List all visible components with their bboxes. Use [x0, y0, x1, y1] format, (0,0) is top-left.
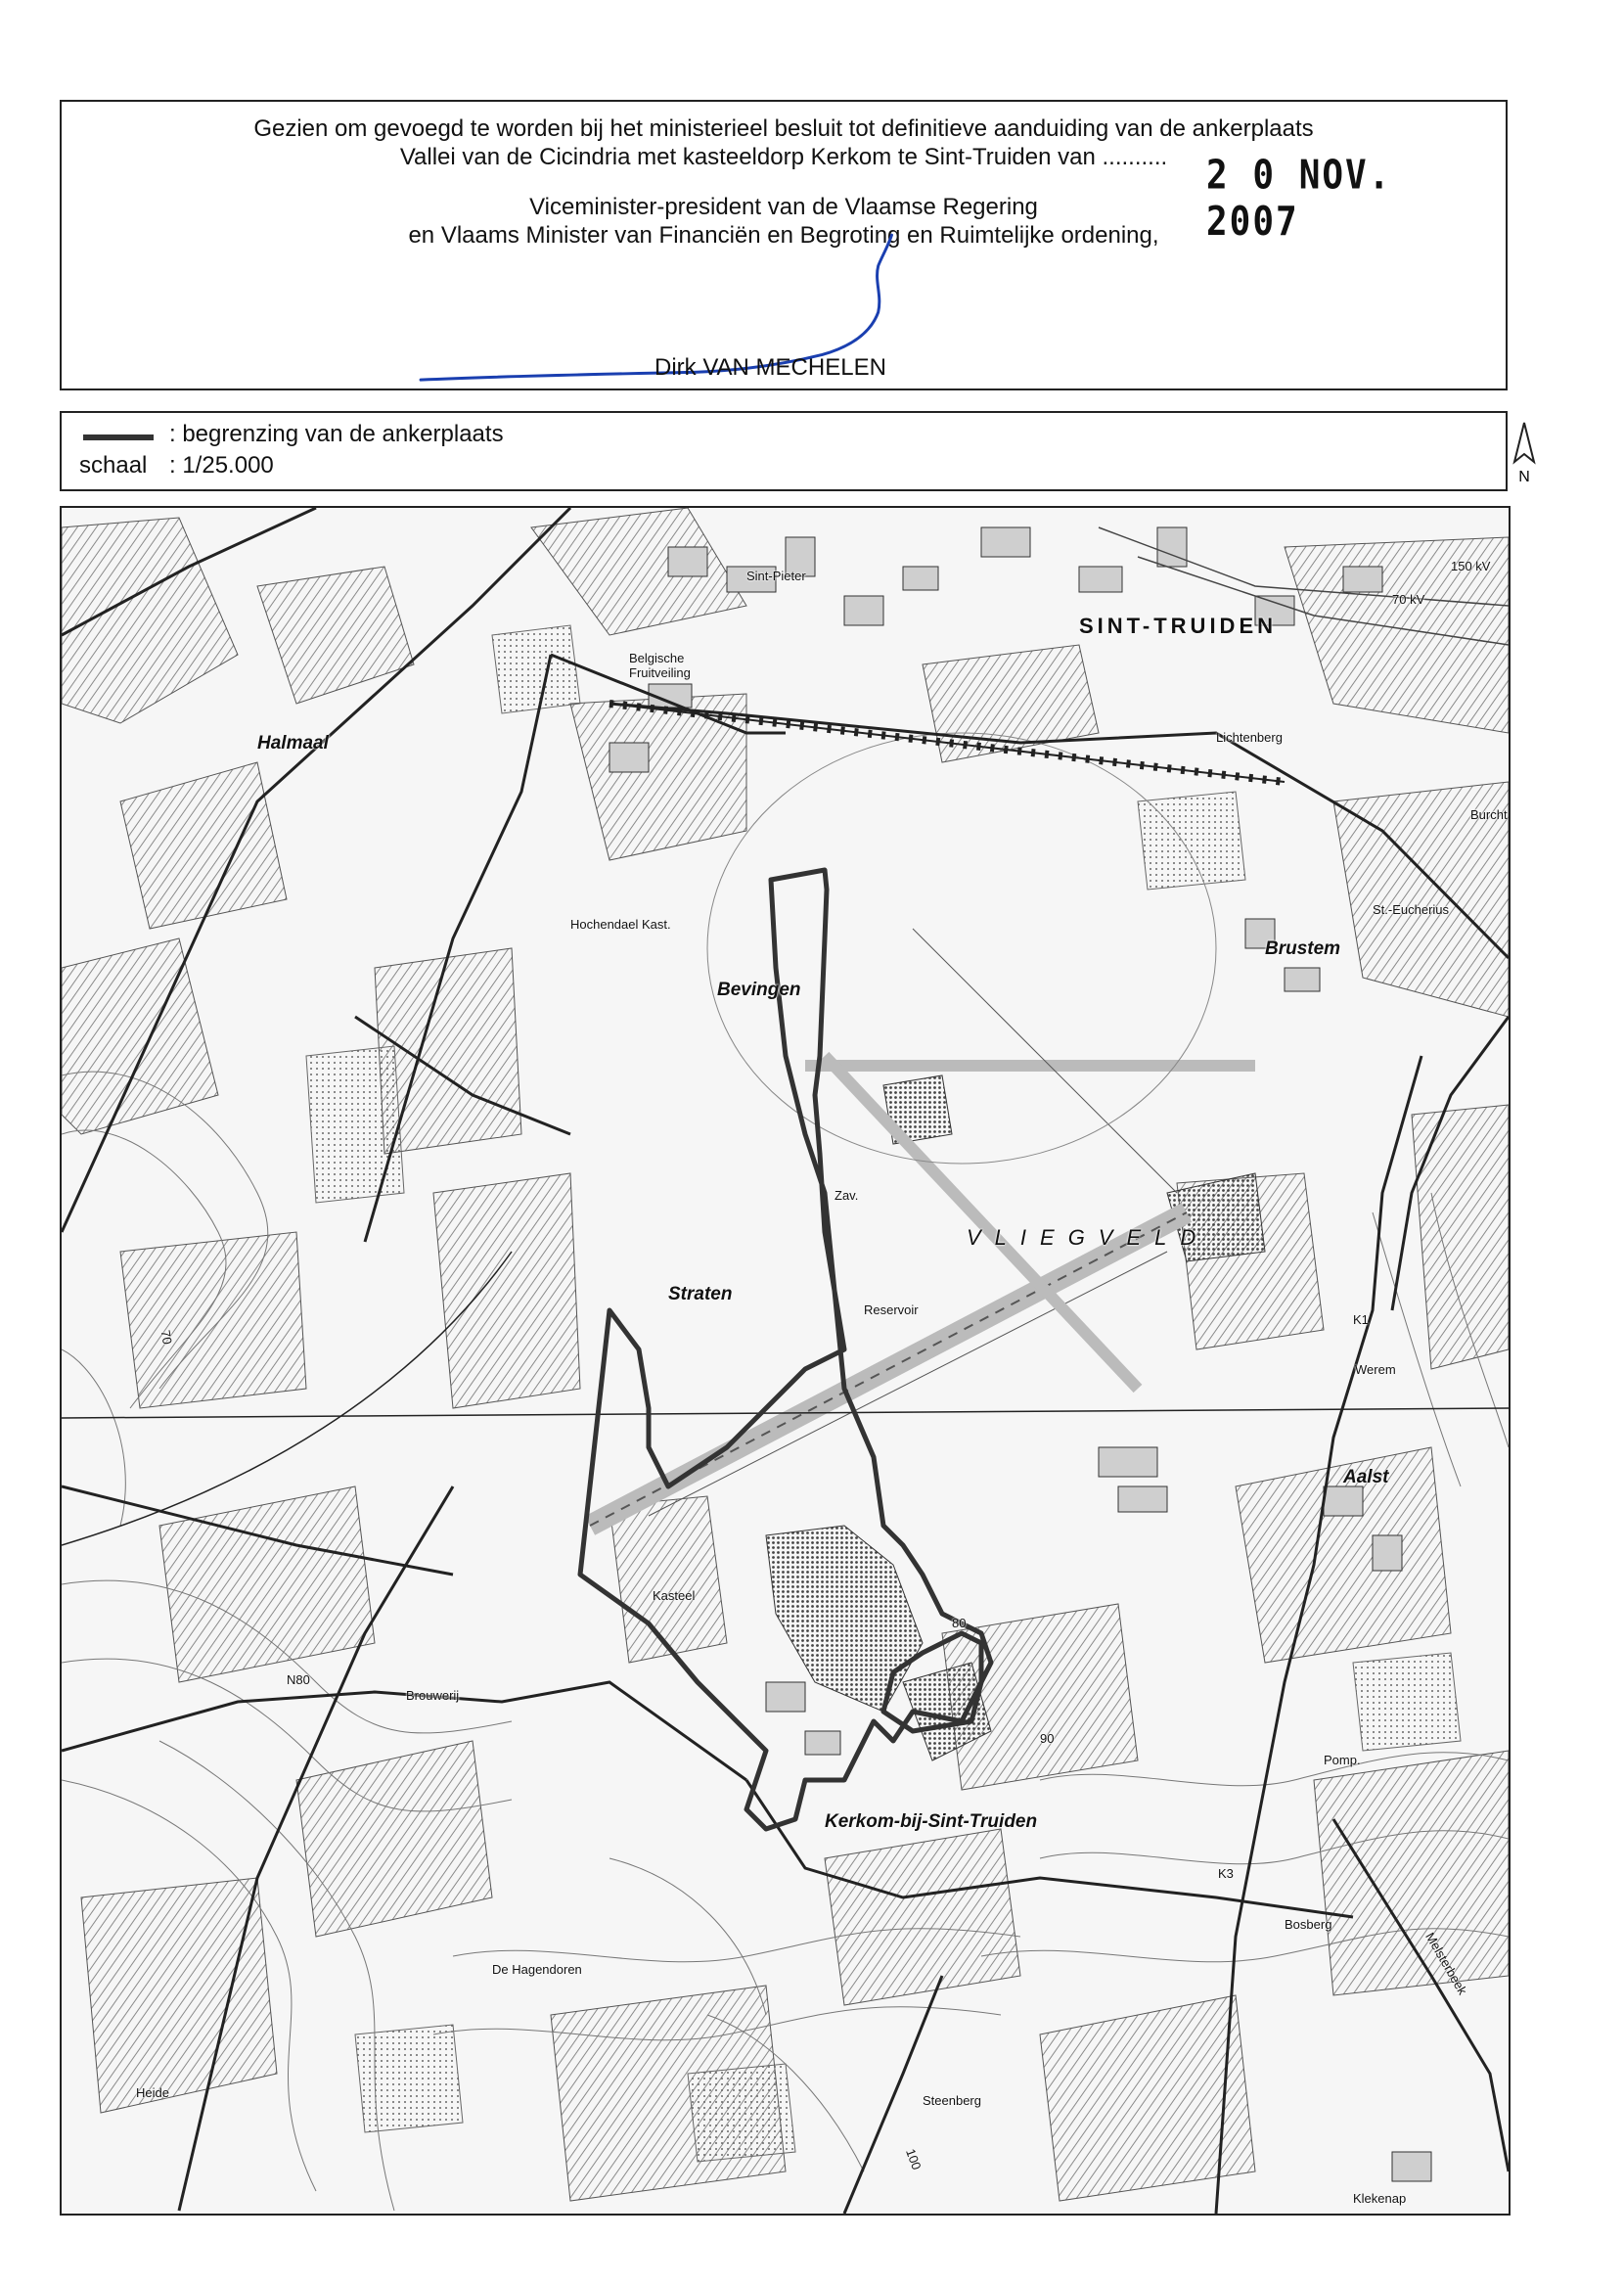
label-brouwerij: Brouwerij: [406, 1688, 460, 1703]
label-aalst: Aalst: [1343, 1467, 1389, 1487]
label-steenberg: Steenberg: [923, 2093, 981, 2108]
boundary-legend-label: : begrenzing van de ankerplaats: [169, 421, 504, 447]
label-contour-70: 70: [158, 1329, 175, 1346]
label-de-hagendoren: De Hagendoren: [492, 1962, 582, 1977]
field-parcels: [62, 508, 1509, 2201]
label-hochendael-kast: Hochendael Kast.: [570, 917, 671, 932]
label-kasteel: Kasteel: [653, 1588, 696, 1603]
label-st-eucherius: St.-Eucherius: [1373, 902, 1450, 917]
minister-title-line-1: Viceminister-president van de Vlaamse Regering: [529, 194, 1038, 220]
label-contour-80: 80: [952, 1616, 967, 1630]
label-klekenap: Klekenap: [1353, 2191, 1407, 2206]
label-road-n80: N80: [287, 1672, 310, 1687]
label-vliegveld: VLIEGVELD: [967, 1225, 1210, 1250]
label-belgische-fruitveiling: Belgische Fruitveiling: [629, 651, 691, 680]
scale-value: : 1/25.000: [169, 452, 274, 479]
minister-title-line-2: en Vlaams Minister van Financiën en Begroting en Ruimtelijke ordening,: [408, 222, 1159, 249]
label-brustem: Brustem: [1265, 938, 1341, 959]
label-melsterbeek: Melsterbeek: [1422, 1930, 1470, 1997]
label-bevingen: Bevingen: [717, 980, 801, 1000]
label-kerkom-bij-sint-truiden: Kerkom-bij-Sint-Truiden: [825, 1811, 1038, 1832]
label-lichtenberg: Lichtenberg: [1216, 730, 1283, 745]
label-zav: Zav.: [835, 1188, 859, 1203]
north-arrow-icon: [1505, 419, 1544, 487]
label-sint-truiden: SINT-TRUIDEN: [1079, 614, 1277, 638]
label-road-k3: K3: [1218, 1866, 1234, 1881]
decree-text-line-2: Vallei van de Cicindria met kasteeldorp Kerkom te Sint-Truiden van ..........: [399, 144, 1168, 170]
label-burcht: Burcht: [1470, 807, 1508, 822]
north-letter: N: [1518, 469, 1530, 485]
label-pomp: Pomp.: [1324, 1753, 1361, 1767]
label-power-line-150kv: 150 kV: [1451, 559, 1491, 573]
label-halmaal: Halmaal: [257, 733, 329, 754]
topographic-map: [60, 506, 1511, 2216]
label-reservoir: Reservoir: [864, 1302, 919, 1317]
label-contour-90: 90: [1040, 1731, 1055, 1746]
map-drawing: [62, 508, 1509, 2214]
decree-text-line-1: Gezien om gevoegd te worden bij het ministerieel besluit tot definitieve aanduiding van de ankerplaats: [253, 115, 1314, 142]
signatory-name: Dirk VAN MECHELEN: [654, 354, 886, 381]
label-power-line-70kv: 70 kV: [1392, 592, 1425, 607]
label-bosberg: Bosberg: [1285, 1917, 1332, 1932]
label-straten: Straten: [668, 1284, 733, 1304]
label-contour-100: 100: [903, 2146, 925, 2172]
label-sint-pieter: Sint-Pieter: [746, 569, 806, 583]
date-stamp: 2 0 NOV. 2007: [1206, 152, 1392, 246]
decree-header-box: [60, 100, 1508, 390]
scale-label: schaal: [79, 452, 148, 479]
legend-box: [60, 411, 1530, 491]
boundary-line-swatch: [83, 434, 154, 440]
label-road-k1: K1: [1353, 1312, 1369, 1327]
label-heide: Heide: [136, 2085, 169, 2100]
label-werem: Werem: [1355, 1362, 1396, 1377]
